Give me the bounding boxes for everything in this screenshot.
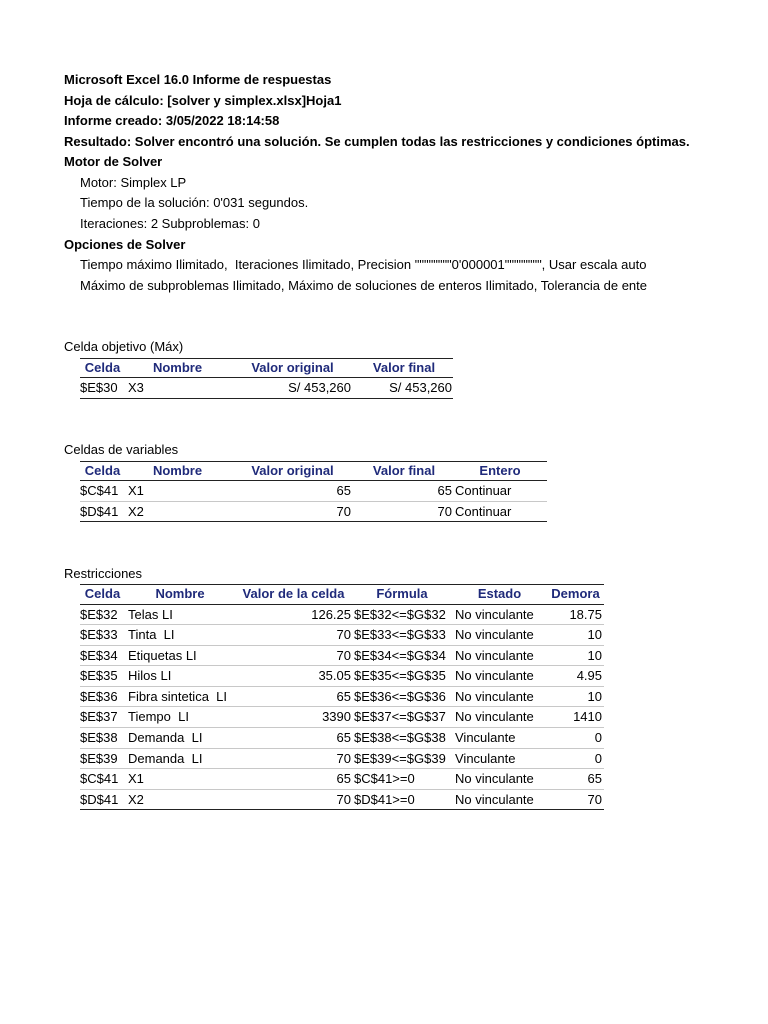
cell-value: 35.05: [235, 666, 352, 687]
table-row: [80, 728, 604, 749]
table-row: [80, 646, 604, 667]
cell-ref: $E$34: [80, 646, 125, 667]
formula: $E$36<=$G$36: [352, 687, 452, 708]
cell-value: 65: [235, 687, 352, 708]
table-header-row: [80, 584, 604, 605]
header-cell: Valor original: [230, 358, 355, 379]
engine-motor: Motor: Simplex LP: [80, 174, 187, 190]
status: No vinculante: [452, 790, 547, 811]
cell-name: Tinta LI: [125, 625, 235, 646]
table-row: [80, 502, 547, 523]
report-sheet: Hoja de cálculo: [solver y simplex.xlsx]Hoja1: [64, 92, 342, 108]
cell-name: Etiquetas LI: [125, 646, 235, 667]
options-line: Máximo de subproblemas Ilimitado, Máximo de soluciones de enteros Ilimitado, Tolerancia de ente: [80, 277, 647, 293]
report-title: Microsoft Excel 16.0 Informe de respuestas: [64, 72, 332, 87]
formula: $E$35<=$G$35: [352, 666, 452, 687]
header-cell: Nombre: [125, 584, 235, 605]
cell-name: X2: [125, 790, 235, 811]
objective-table: [80, 358, 453, 399]
table-row: [80, 749, 604, 770]
report-created: Informe creado: 3/05/2022 18:14:58: [64, 113, 280, 129]
status: No vinculante: [452, 605, 547, 626]
cell-ref: $E$38: [80, 728, 125, 749]
formula: $E$39<=$G$39: [352, 749, 452, 770]
header-cell: Entero: [453, 461, 547, 482]
cell-value: 70: [235, 646, 352, 667]
table-row: [80, 481, 547, 502]
original-value: 70: [230, 502, 355, 523]
slack: 4.95: [547, 666, 604, 687]
status: Vinculante: [452, 728, 547, 749]
slack: 70: [547, 790, 604, 811]
slack: 65: [547, 769, 604, 790]
cell-name: Demanda LI: [125, 749, 235, 770]
slack: 10: [547, 646, 604, 667]
cell-name: X2: [125, 502, 230, 523]
row-spacer: [64, 522, 764, 563]
table-row: [80, 790, 604, 811]
answer-report: [64, 70, 764, 810]
table-row: [80, 625, 604, 646]
constraints-section-label: Restricciones: [64, 565, 143, 581]
formula: $E$38<=$G$38: [352, 728, 452, 749]
header-cell: Estado: [452, 584, 547, 605]
cell-ref: $D$41: [80, 790, 125, 811]
status: No vinculante: [452, 646, 547, 667]
header-cell: Nombre: [125, 358, 230, 379]
header-cell: Valor final: [355, 358, 453, 379]
constraints-table: [80, 584, 604, 810]
table-row: [80, 687, 604, 708]
formula: $C$41>=0: [352, 769, 452, 790]
table-row: [80, 605, 604, 626]
options-heading: Opciones de Solver: [64, 236, 186, 252]
formula: $E$34<=$G$34: [352, 646, 452, 667]
cell-ref: $E$36: [80, 687, 125, 708]
table-row: [80, 707, 604, 728]
final-value: 70: [355, 502, 453, 523]
cell-ref: $E$30: [80, 378, 125, 399]
cell-name: X3: [125, 378, 230, 399]
cell-ref: $E$33: [80, 625, 125, 646]
cell-value: 3390: [235, 707, 352, 728]
cell-value: 126.25: [235, 605, 352, 626]
formula: $E$33<=$G$33: [352, 625, 452, 646]
cell-name: Demanda LI: [125, 728, 235, 749]
cell-name: X1: [125, 481, 230, 502]
integer-type: Continuar: [453, 502, 547, 523]
formula: $E$37<=$G$37: [352, 707, 452, 728]
header-cell: Nombre: [125, 461, 230, 482]
cell-name: Telas LI: [125, 605, 235, 626]
header-cell: Demora: [547, 584, 604, 605]
engine-iterations: Iteraciones: 2 Subproblemas: 0: [80, 215, 260, 231]
cell-ref: $C$41: [80, 769, 125, 790]
cell-value: 65: [235, 728, 352, 749]
table-header-row: [80, 358, 453, 379]
cell-ref: $E$39: [80, 749, 125, 770]
cell-ref: $E$35: [80, 666, 125, 687]
slack: 18.75: [547, 605, 604, 626]
status: Vinculante: [452, 749, 547, 770]
status: No vinculante: [452, 666, 547, 687]
final-value: 65: [355, 481, 453, 502]
cell-name: X1: [125, 769, 235, 790]
cell-value: 70: [235, 625, 352, 646]
header-cell: Celda: [80, 358, 125, 379]
status: No vinculante: [452, 625, 547, 646]
table-row: [80, 378, 453, 399]
table-header-row: [80, 461, 547, 482]
engine-heading: Motor de Solver: [64, 154, 163, 170]
cell-ref: $D$41: [80, 502, 125, 523]
cell-value: 70: [235, 749, 352, 770]
engine-time: Tiempo de la solución: 0'031 segundos.: [80, 195, 309, 211]
status: No vinculante: [452, 707, 547, 728]
cell-ref: $C$41: [80, 481, 125, 502]
slack: 0: [547, 728, 604, 749]
integer-type: Continuar: [453, 481, 547, 502]
cell-ref: $E$37: [80, 707, 125, 728]
row-spacer: [64, 296, 764, 337]
report-result: Resultado: Solver encontró una solución. Se cumplen todas las restricciones y condiciones óptimas.: [64, 133, 690, 149]
status: No vinculante: [452, 687, 547, 708]
slack: 0: [547, 749, 604, 770]
cell-name: Hilos LI: [125, 666, 235, 687]
header-cell: Celda: [80, 461, 125, 482]
variables-section-label: Celdas de variables: [64, 442, 179, 458]
header-cell: Celda: [80, 584, 125, 605]
cell-name: Fibra sintetica LI: [125, 687, 235, 708]
cell-ref: $E$32: [80, 605, 125, 626]
variables-table: [80, 461, 547, 523]
row-spacer: [64, 399, 764, 440]
formula: $D$41>=0: [352, 790, 452, 811]
slack: 1410: [547, 707, 604, 728]
header-cell: Fórmula: [352, 584, 452, 605]
final-value: S/ 453,260: [355, 378, 453, 399]
header-cell: Valor original: [230, 461, 355, 482]
objective-section-label: Celda objetivo (Máx): [64, 339, 184, 355]
original-value: 65: [230, 481, 355, 502]
cell-name: Tiempo LI: [125, 707, 235, 728]
original-value: S/ 453,260: [230, 378, 355, 399]
header-cell: Valor final: [355, 461, 453, 482]
table-row: [80, 666, 604, 687]
slack: 10: [547, 625, 604, 646]
cell-value: 70: [235, 790, 352, 811]
status: No vinculante: [452, 769, 547, 790]
formula: $E$32<=$G$32: [352, 605, 452, 626]
cell-value: 65: [235, 769, 352, 790]
slack: 10: [547, 687, 604, 708]
header-cell: Valor de la celda: [235, 584, 352, 605]
options-line: Tiempo máximo Ilimitado, Iteraciones Ilimitado, Precision """"""""0'000001"""""""", Usar escala auto: [80, 257, 647, 273]
table-row: [80, 769, 604, 790]
